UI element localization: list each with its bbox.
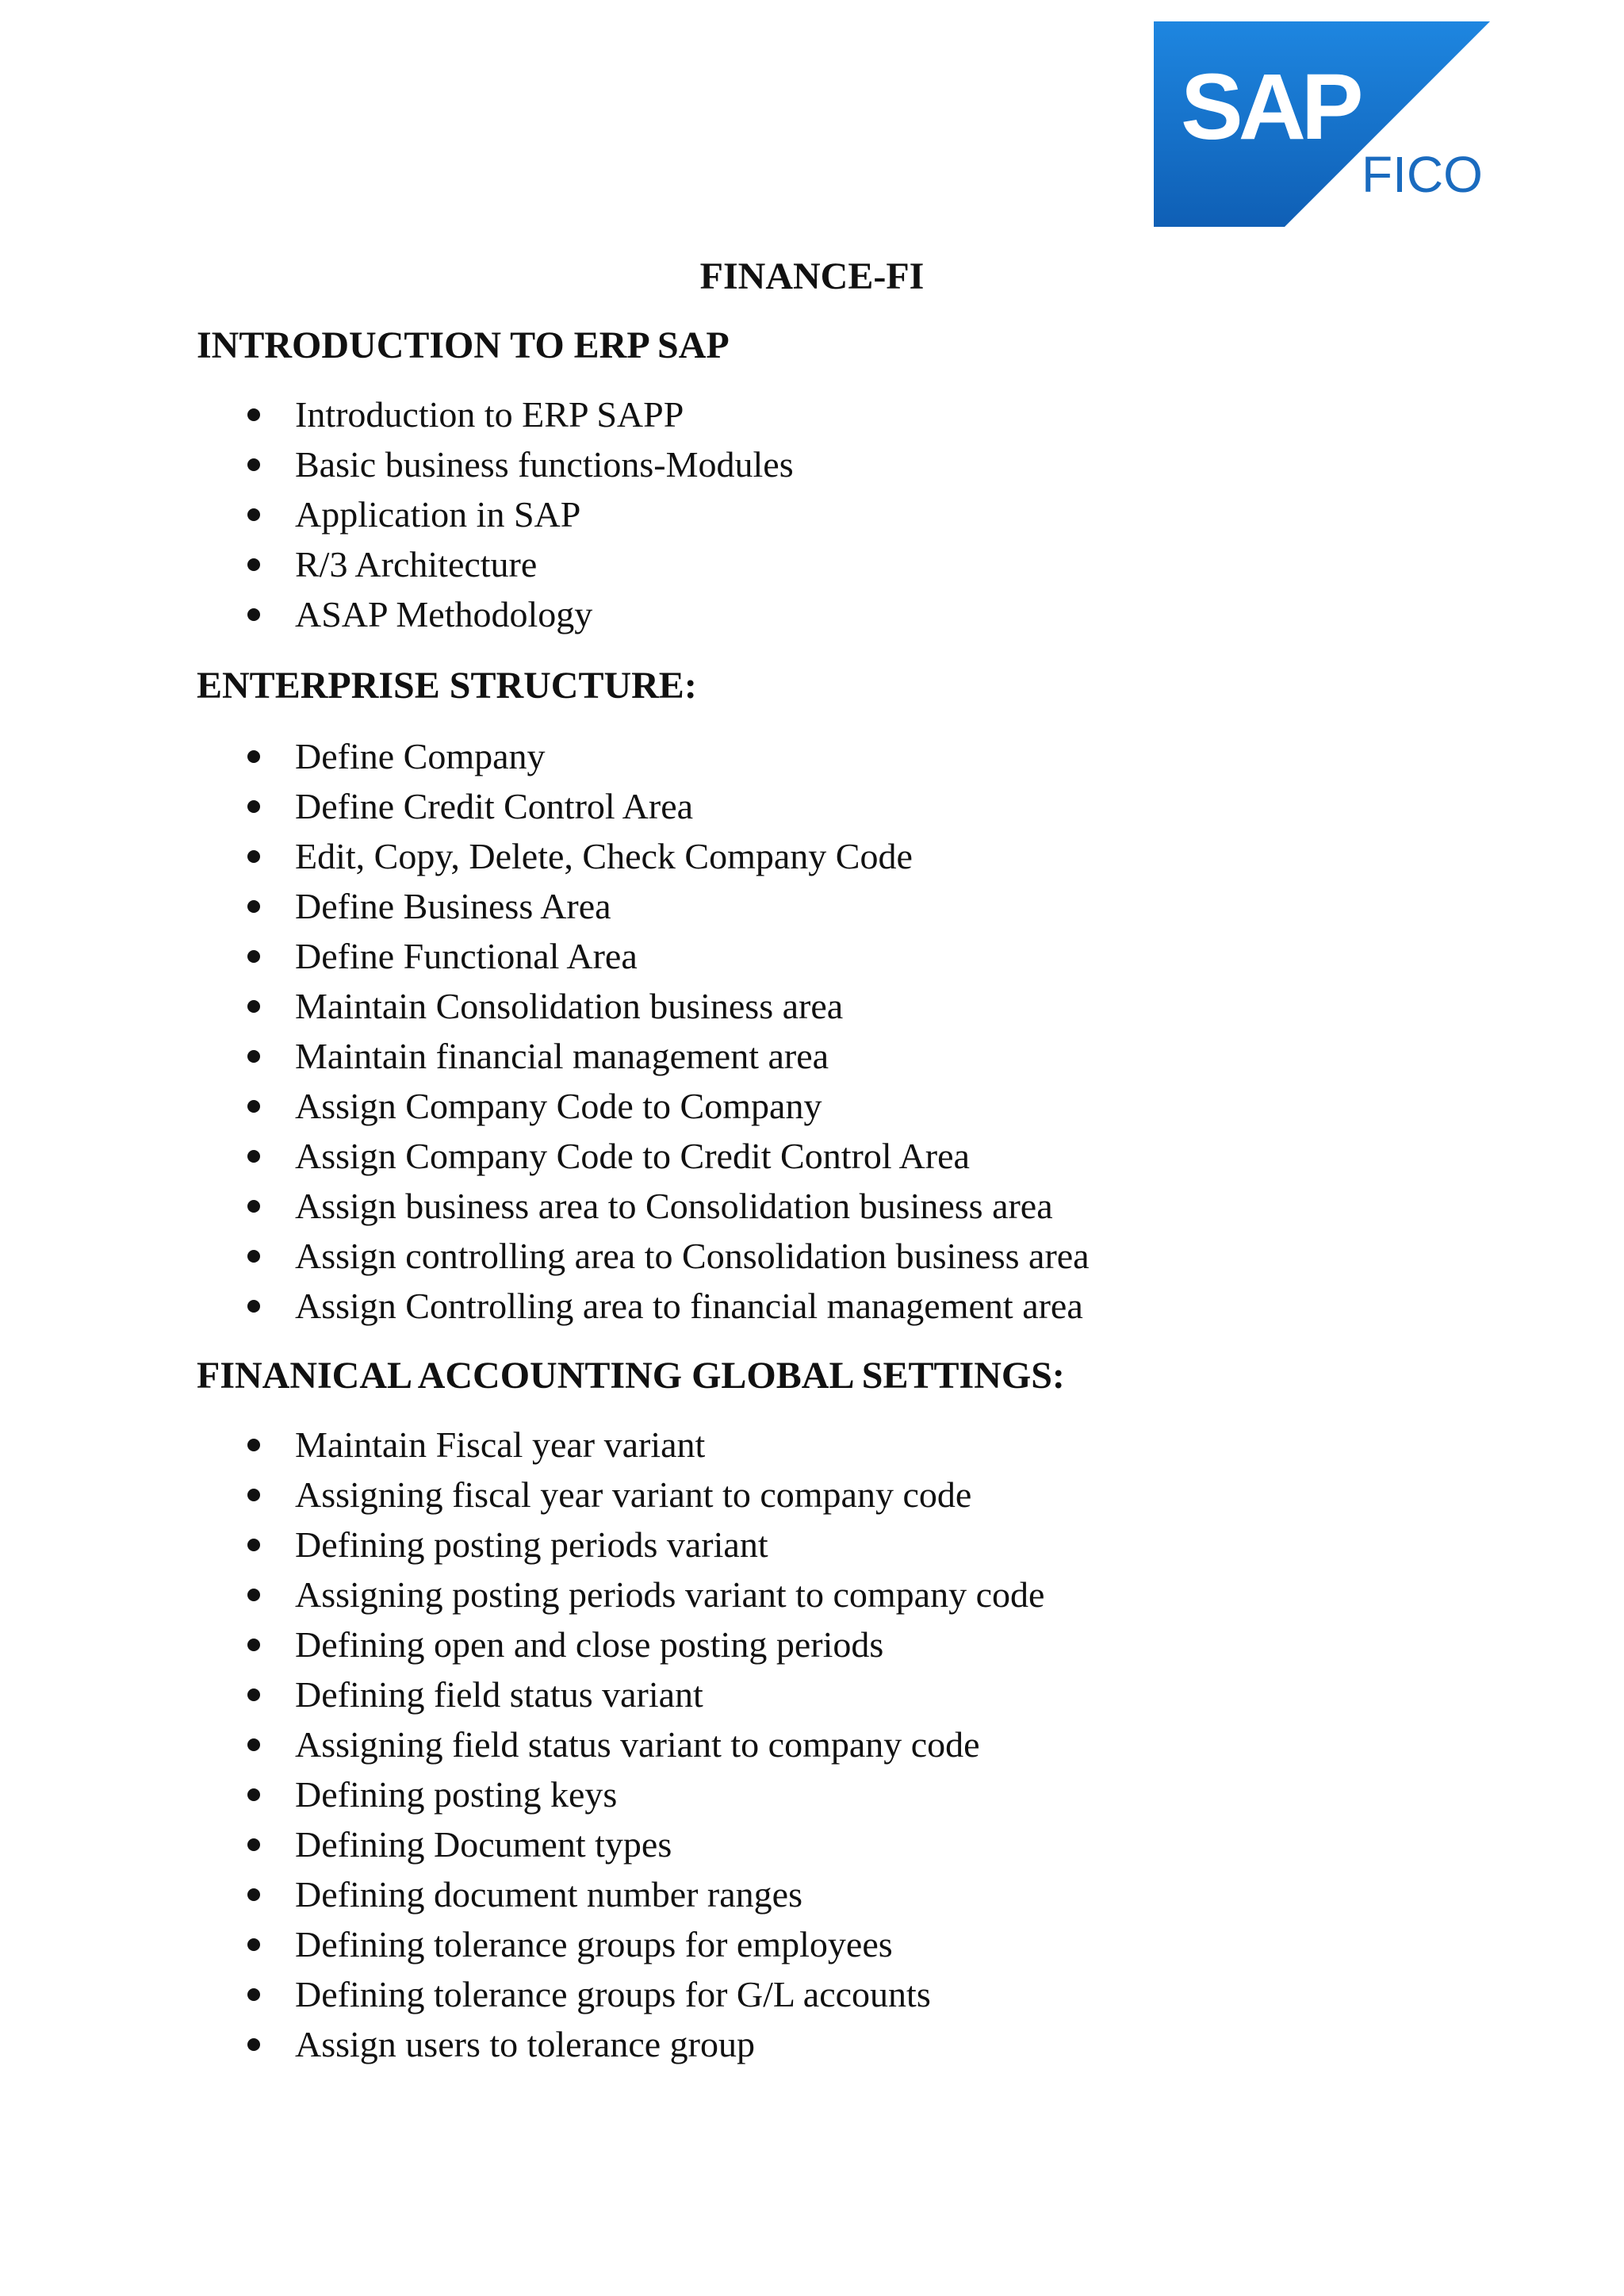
list-item: [197, 1281, 1545, 1331]
list-item-text: Define Company: [295, 736, 546, 776]
list-item-text: Basic business functions-Modules: [295, 444, 794, 485]
list-item: [197, 2019, 1545, 2069]
document-title: FINANCE-FI: [699, 255, 925, 297]
list-item: [197, 1619, 1545, 1669]
list-item-text: Assign business area to Consolidation business area: [295, 1186, 1053, 1226]
bullet-icon: [247, 1150, 260, 1163]
bullet-list: [197, 389, 1545, 639]
list-item: [197, 1819, 1545, 1869]
bullet-icon: [247, 1250, 260, 1263]
bullet-icon: [247, 950, 260, 963]
list-item-text: Assign controlling area to Consolidation business area: [295, 1236, 1090, 1276]
list-item-text: Assigning field status variant to company code: [295, 1724, 980, 1765]
bullet-icon: [247, 1838, 260, 1851]
bullet-icon: [247, 1888, 260, 1901]
list-item-text: ASAP Methodology: [295, 594, 593, 634]
bullet-icon: [247, 1439, 260, 1451]
list-item: [197, 731, 1545, 781]
list-item-text: Defining field status variant: [295, 1674, 703, 1715]
list-item: [197, 1470, 1545, 1520]
list-item-text: Defining open and close posting periods: [295, 1624, 884, 1665]
bullet-icon: [247, 1539, 260, 1551]
list-item: [197, 1769, 1545, 1819]
logo-brand-text: SAP: [1181, 55, 1359, 159]
list-item-text: Edit, Copy, Delete, Check Company Code: [295, 836, 913, 876]
list-item: [197, 881, 1545, 931]
list-item: [197, 439, 1545, 489]
list-item-text: Defining posting periods variant: [295, 1524, 768, 1565]
bullet-icon: [247, 1589, 260, 1601]
list-item-text: R/3 Architecture: [295, 544, 538, 585]
bullet-icon: [247, 1200, 260, 1213]
list-item: [197, 1969, 1545, 2019]
list-item-text: Defining tolerance groups for employees: [295, 1924, 893, 1964]
list-item-text: Define Credit Control Area: [295, 786, 694, 826]
list-item-text: Introduction to ERP SAPP: [295, 394, 684, 435]
bullet-icon: [247, 558, 260, 571]
list-item: [197, 1869, 1545, 1919]
list-item: [197, 1131, 1545, 1181]
bullet-list: [197, 731, 1545, 1331]
list-item: [197, 389, 1545, 439]
list-item-text: Assign Company Code to Credit Control Area: [295, 1136, 970, 1176]
list-item: [197, 489, 1545, 539]
section-heading: ENTERPRISE STRUCTURE:: [197, 665, 697, 707]
bullet-icon: [247, 408, 260, 421]
bullet-icon: [247, 458, 260, 471]
bullet-icon: [247, 1000, 260, 1013]
list-item-text: Assign Company Code to Company: [295, 1086, 822, 1126]
bullet-icon: [247, 1050, 260, 1063]
list-item-text: Application in SAP: [295, 494, 581, 535]
sap-fico-logo: [1154, 21, 1490, 227]
list-item: [197, 781, 1545, 831]
bullet-icon: [247, 1639, 260, 1651]
section-enterprise-structure: [197, 661, 1545, 1331]
list-item-text: Maintain Fiscal year variant: [295, 1424, 706, 1465]
list-item-text: Defining Document types: [295, 1824, 672, 1865]
list-item-text: Assign Controlling area to financial management area: [295, 1286, 1083, 1326]
list-item: [197, 1031, 1545, 1081]
list-item: [197, 589, 1545, 639]
section-heading: FINANICAL ACCOUNTING GLOBAL SETTINGS:: [197, 1355, 1065, 1397]
bullet-icon: [247, 1100, 260, 1113]
bullet-icon: [247, 850, 260, 863]
list-item: [197, 539, 1545, 589]
bullet-icon: [247, 900, 260, 913]
list-item: [197, 931, 1545, 981]
list-item-text: Maintain Consolidation business area: [295, 986, 844, 1026]
list-item: [197, 1081, 1545, 1131]
logo-module-text: FICO: [1362, 146, 1483, 203]
section-introduction: [197, 321, 1545, 639]
list-item: [197, 1719, 1545, 1769]
list-item-text: Assigning fiscal year variant to company code: [295, 1474, 972, 1515]
bullet-icon: [247, 1988, 260, 2001]
list-item: [197, 831, 1545, 881]
list-item: [197, 1181, 1545, 1231]
list-item-text: Defining tolerance groups for G/L accounts: [295, 1974, 931, 2014]
bullet-icon: [247, 1738, 260, 1751]
list-item: [197, 981, 1545, 1031]
bullet-icon: [247, 750, 260, 763]
list-item: [197, 1231, 1545, 1281]
list-item: [197, 1520, 1545, 1570]
list-item-text: Assigning posting periods variant to company code: [295, 1574, 1045, 1615]
bullet-icon: [247, 1688, 260, 1701]
list-item: [197, 1669, 1545, 1719]
bullet-icon: [247, 1489, 260, 1501]
bullet-icon: [247, 2038, 260, 2051]
list-item: [197, 1919, 1545, 1969]
list-item-text: Define Functional Area: [295, 936, 638, 976]
section-heading: INTRODUCTION TO ERP SAP: [197, 324, 730, 366]
list-item: [197, 1570, 1545, 1619]
bullet-icon: [247, 508, 260, 521]
bullet-list: [197, 1420, 1545, 2069]
bullet-icon: [247, 800, 260, 813]
list-item-text: Maintain financial management area: [295, 1036, 829, 1076]
list-item-text: Defining posting keys: [295, 1774, 618, 1815]
bullet-icon: [247, 1300, 260, 1313]
bullet-icon: [247, 608, 260, 621]
list-item: [197, 1420, 1545, 1470]
list-item-text: Define Business Area: [295, 886, 611, 926]
bullet-icon: [247, 1788, 260, 1801]
section-global-settings: [197, 1351, 1545, 2069]
bullet-icon: [247, 1938, 260, 1951]
list-item-text: Defining document number ranges: [295, 1874, 802, 1915]
list-item-text: Assign users to tolerance group: [295, 2024, 755, 2064]
